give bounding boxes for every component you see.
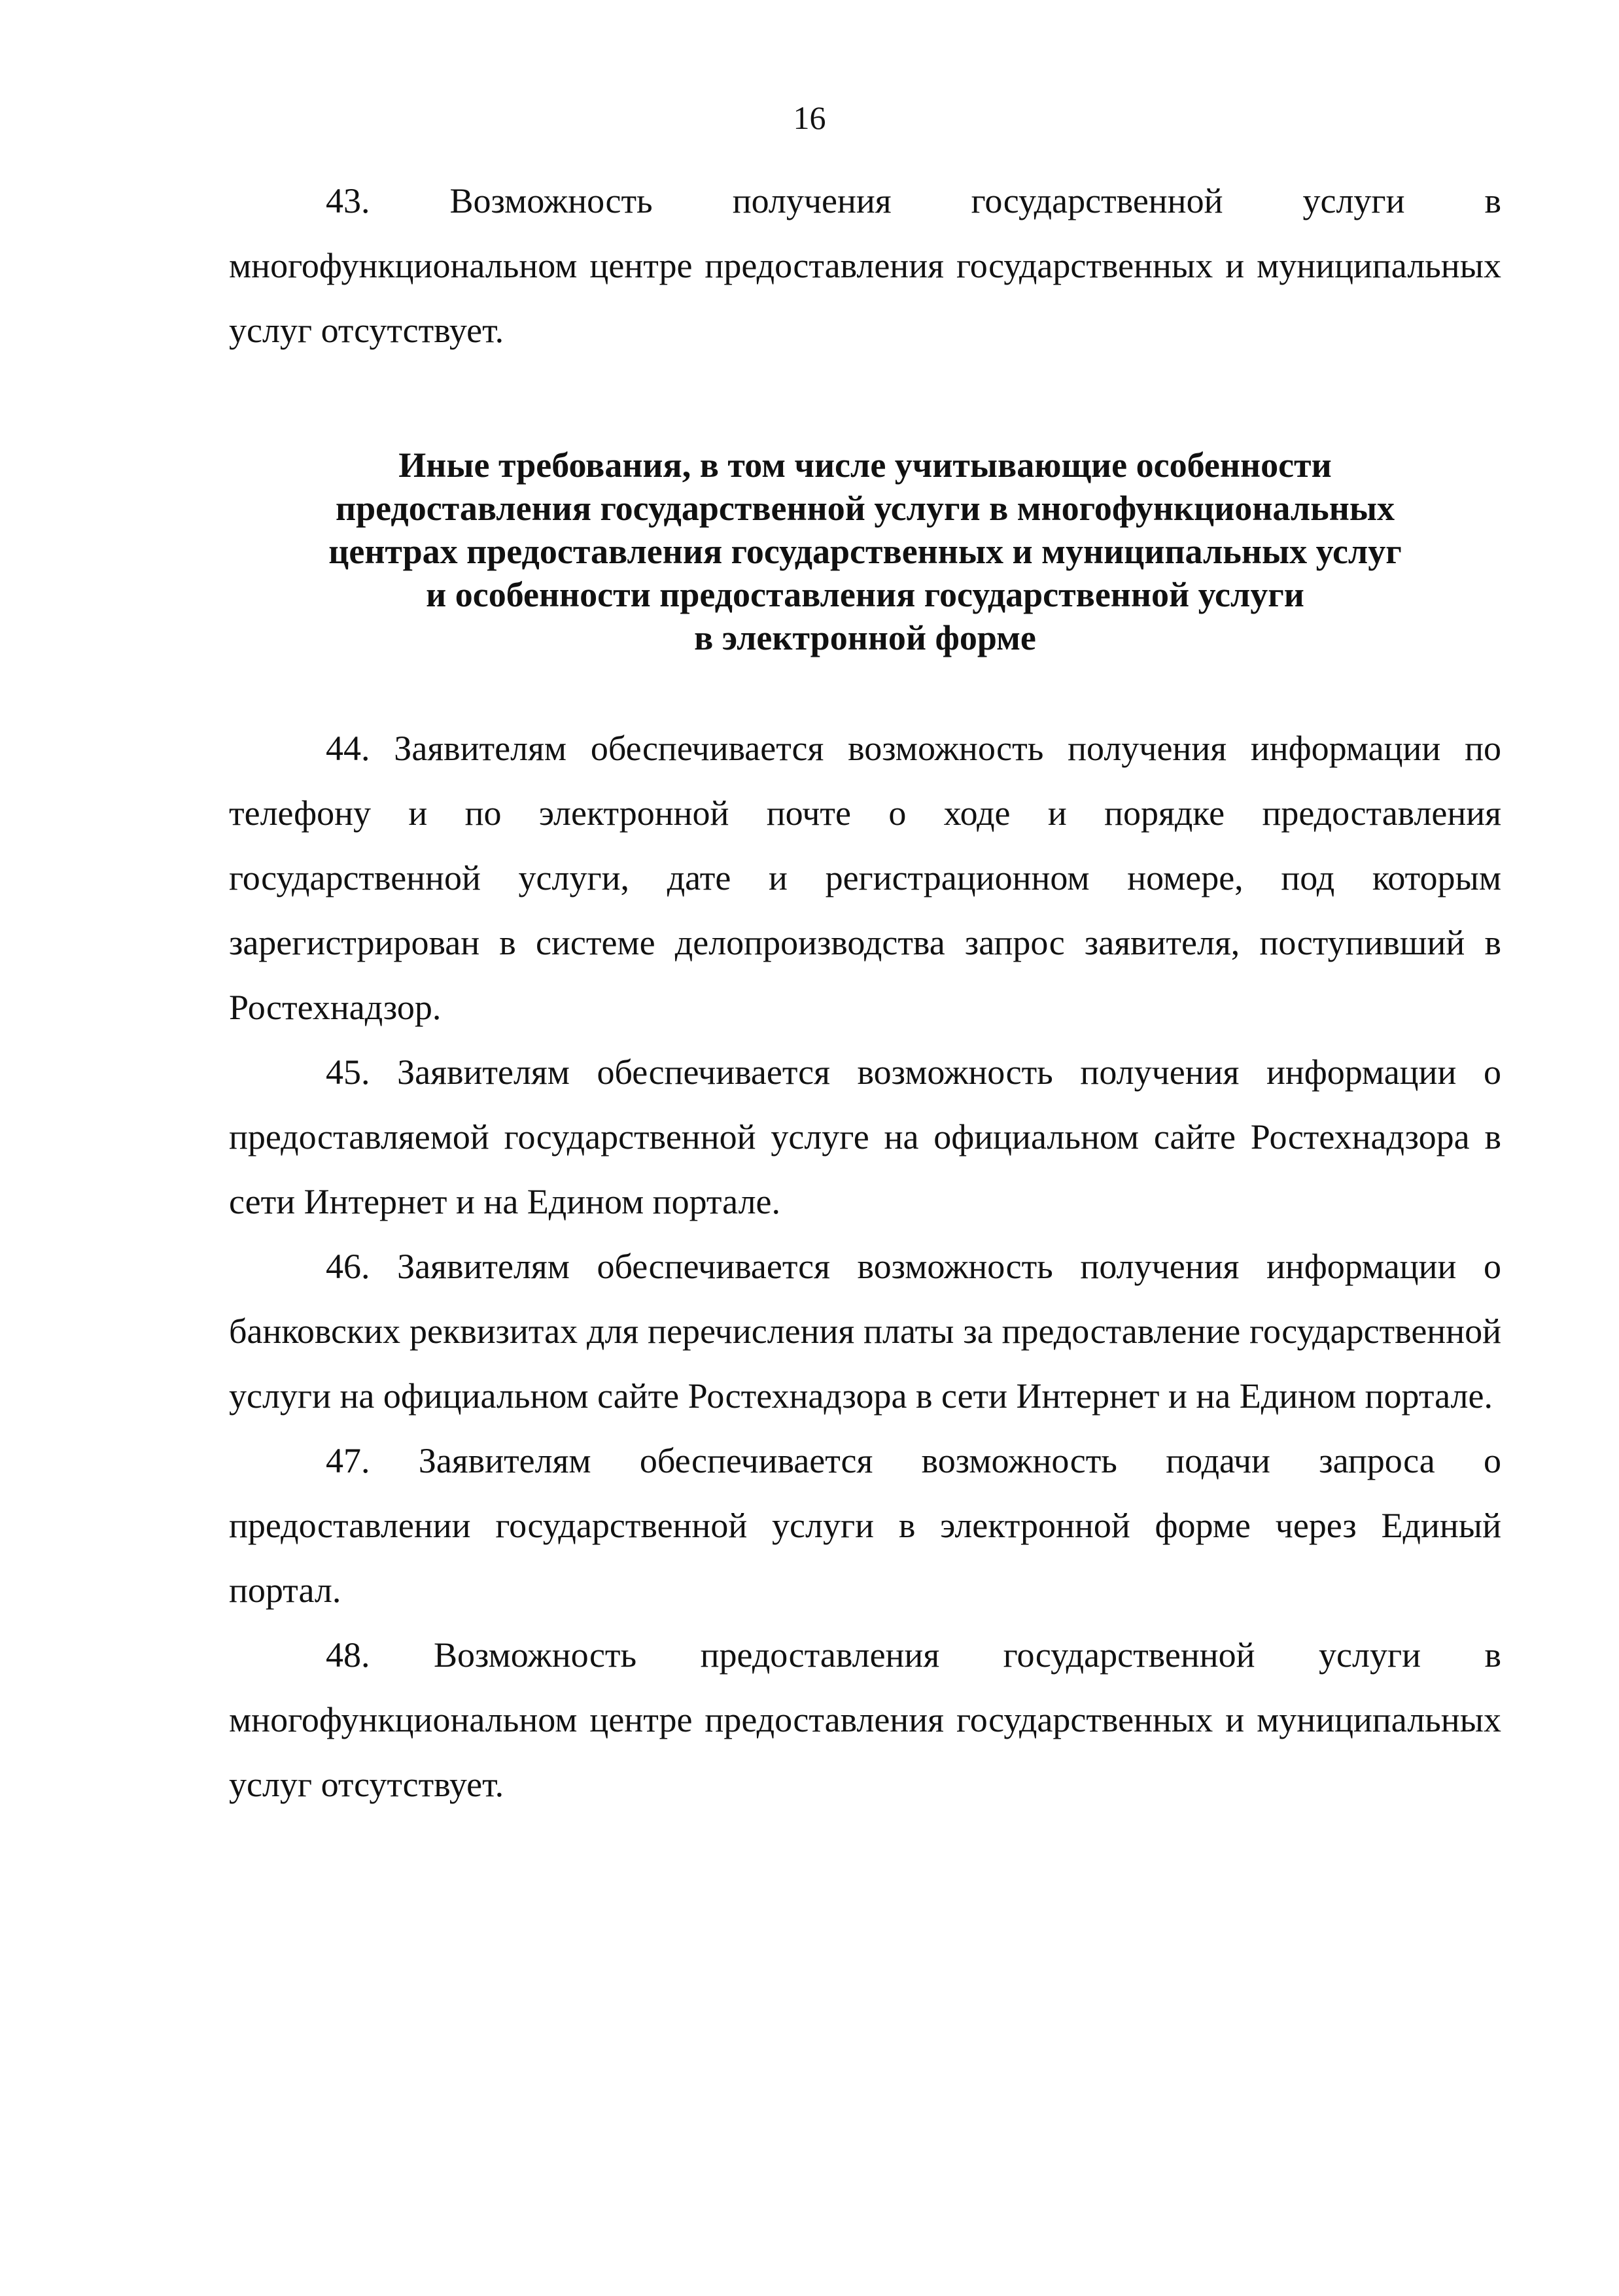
paragraphs-block — [229, 716, 1501, 1817]
section-heading — [229, 444, 1501, 659]
paragraph-48: 48. Возможность предоставления государственной услуги в многофункциональном центре предоставления государственных и муниципальных услуг отсутствует. — [229, 1635, 1501, 1804]
paragraph-47: 47. Заявителям обеспечивается возможность подачи запроса о предоставлении государственной услуги в электронной форме через Единый портал. — [229, 1441, 1501, 1610]
paragraph-45: 45. Заявителям обеспечивается возможность получения информации о предоставляемой государственной услуге на официальном сайте Ростехнадзора в сети Интернет и на Едином портале. — [229, 1052, 1501, 1221]
heading-line-4: и особенности предоставления государственной услуги — [426, 575, 1304, 614]
paragraph-43-block — [229, 169, 1501, 363]
heading-line-2: предоставления государственной услуги в многофункциональных — [335, 489, 1395, 528]
paragraph-46: 46. Заявителям обеспечивается возможность получения информации о банковских реквизитах для перечисления платы за предоставление государственной услуги на официальном сайте Ростехнадзора в сети Интернет и на Едином портале. — [229, 1247, 1501, 1416]
heading-line-5: в электронной форме — [694, 618, 1036, 657]
page-number: 16 — [793, 99, 826, 136]
heading-line-1: Иные требования, в том числе учитывающие особенности — [398, 445, 1332, 485]
paragraph-44: 44. Заявителям обеспечивается возможность получения информации по телефону и по электронной почте о ходе и порядке предоставления государственной услуги, дате и регистрационном номере, под которым зарегистрирован в системе делопроизводства запрос заявителя, поступивший в Ростехнадзор. — [229, 729, 1501, 1027]
paragraph-43: 43. Возможность получения государственной услуги в многофункциональном центре предоставления государственных и муниципальных услуг отсутствует. — [229, 181, 1501, 350]
heading-line-3: центрах предоставления государственных и муниципальных услуг — [328, 532, 1402, 571]
